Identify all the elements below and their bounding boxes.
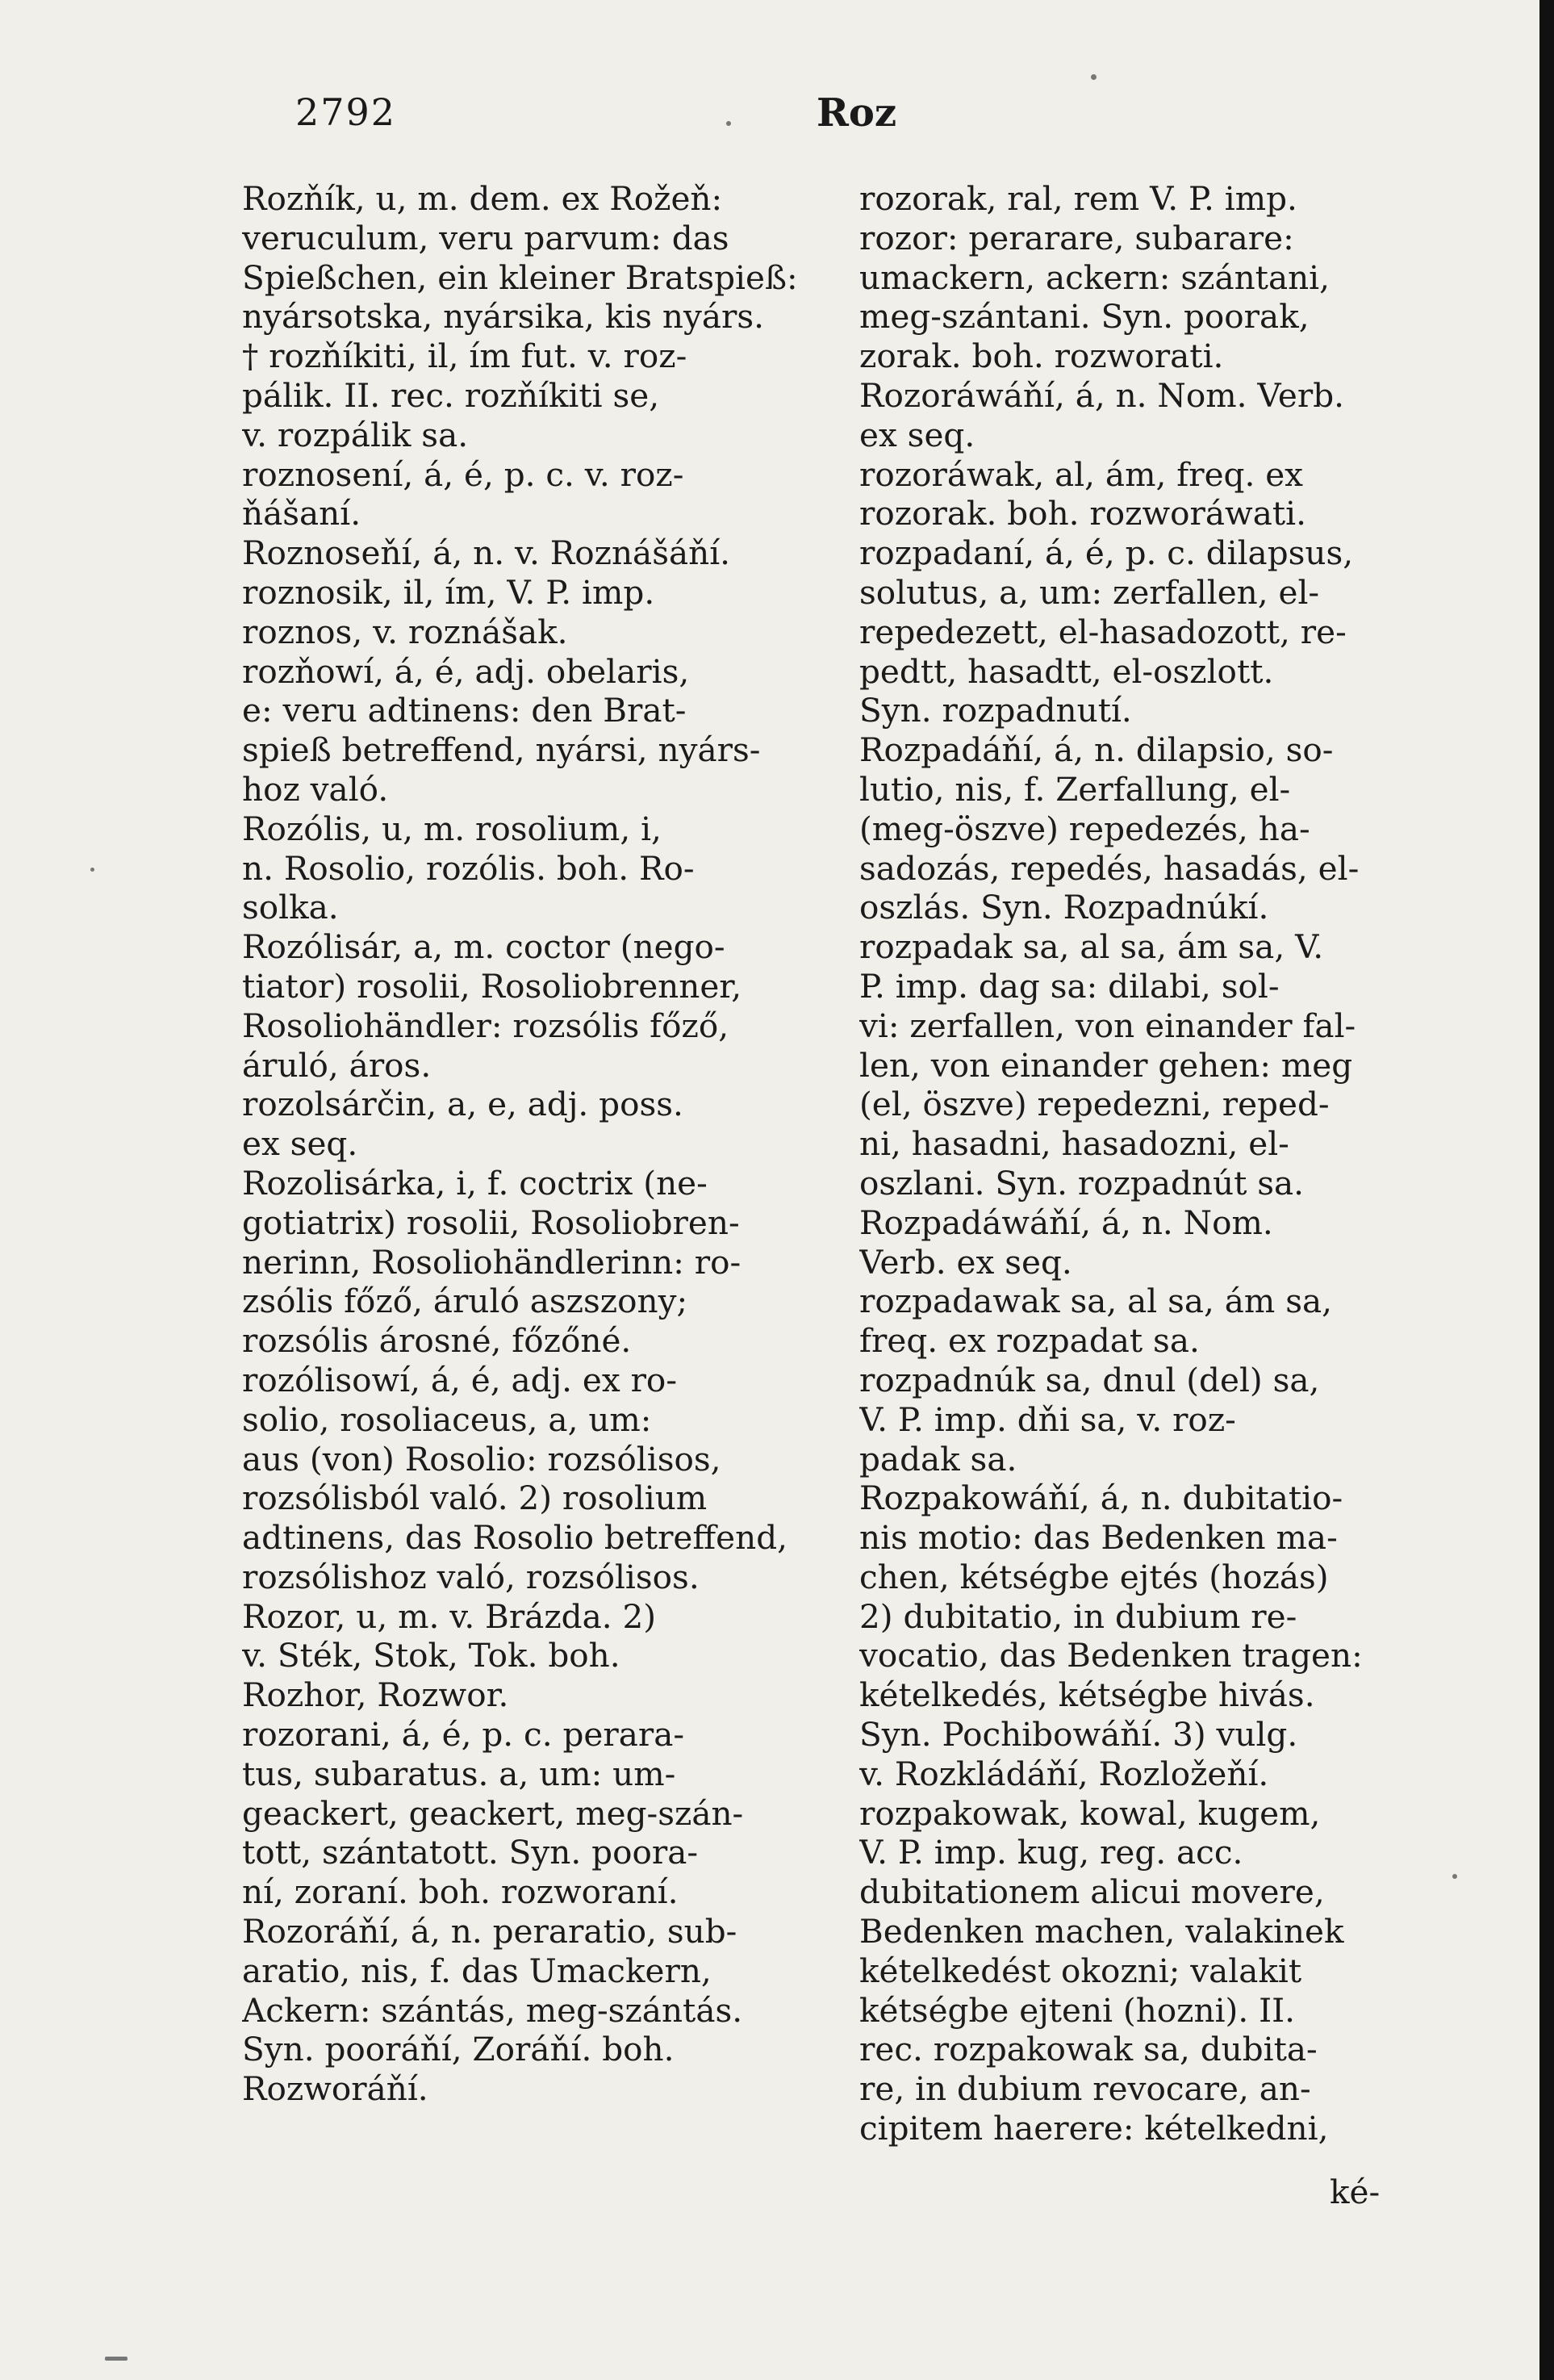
entry-line: Rozólis, u, m. rosolium, i, [242, 809, 662, 848]
entry-line: vi: zerfallen, von einander fal- [859, 1006, 1356, 1045]
entry-line: len, von einander gehen: meg [859, 1045, 1353, 1085]
entry-line: Bedenken machen, valakinek [859, 1912, 1344, 1951]
paper-speck [90, 868, 94, 872]
entry-line: Rozoráwáňí, á, n. Nom. Verb. [859, 375, 1345, 415]
entry-line: nis motio: das Bedenken ma- [859, 1518, 1338, 1558]
entry-line: lutio, nis, f. Zerfallung, el- [859, 769, 1291, 809]
entry-line: sadozás, repedés, hasadás, el- [859, 848, 1360, 888]
entry-line: rozsólishoz való, rozsólisos. [242, 1557, 700, 1596]
entry-line: zsólis főző, áruló aszszony; [242, 1282, 688, 1321]
entry-line: Ackern: szántás, meg-szántás. [242, 1990, 743, 2030]
entry-line: rozpadak sa, al sa, ám sa, V. [859, 927, 1324, 967]
entry-line: Rozolisárka, i, f. coctrix (ne- [242, 1163, 708, 1203]
paper-speck [105, 2357, 127, 2361]
entry-line: tiator) rosolii, Rosoliobrenner, [242, 966, 742, 1006]
entry-line: Rozpadáwáňí, á, n. Nom. [859, 1203, 1273, 1242]
catchword: ké- [1330, 2173, 1381, 2211]
entry-line: rozsólis árosné, főzőné. [242, 1321, 632, 1361]
entry-line: v. Sték, Stok, Tok. boh. [242, 1636, 620, 1675]
entry-line: V. P. imp. dňi sa, v. roz- [859, 1399, 1236, 1439]
entry-line: Roznoseňí, á, n. v. Roznášáňí. [242, 533, 731, 573]
entry-line: Rozworáňí. [242, 2069, 428, 2109]
entry-line: v. rozpálik sa. [242, 415, 469, 454]
entry-line: tott, szántatott. Syn. poora- [242, 1833, 699, 1872]
entry-line: gotiatrix) rosolii, Rosoliobren- [242, 1203, 740, 1242]
entry-line: pedtt, hasadtt, el-oszlott. [859, 651, 1274, 691]
entry-line: rozor: perarare, subarare: [859, 218, 1294, 257]
entry-line: Rozpadáňí, á, n. dilapsio, so- [859, 730, 1334, 770]
entry-line: ex seq. [859, 415, 975, 454]
entry-line: Rozor, u, m. v. Brázda. 2) [242, 1596, 657, 1636]
entry-line: solio, rosoliaceus, a, um: [242, 1399, 652, 1439]
entry-line: roznosení, á, é, p. c. v. roz- [242, 454, 684, 494]
entry-line: (meg-öszve) repedezés, ha- [859, 809, 1310, 848]
entry-line: rozpakowak, kowal, kugem, [859, 1793, 1321, 1833]
entry-line: re, in dubium revocare, an- [859, 2069, 1311, 2109]
entry-line: Verb. ex seq. [859, 1242, 1072, 1282]
paper-speck [726, 121, 731, 126]
entry-line: Rozhor, Rozwor. [242, 1675, 509, 1715]
entry-line: Rozoráňí, á, n. peraratio, sub- [242, 1912, 737, 1951]
entry-line: v. Rozkládáňí, Rozložeňí. [859, 1754, 1269, 1793]
page-number: 2792 [295, 90, 397, 134]
entry-line: rozoráwak, al, ám, freq. ex [859, 454, 1304, 494]
entry-line: rozpadaní, á, é, p. c. dilapsus, [859, 533, 1354, 573]
entry-line: zorak. boh. rozworati. [859, 337, 1224, 376]
entry-line: kételkedés, kétségbe hivás. [859, 1675, 1315, 1715]
entry-line: Spießchen, ein kleiner Bratspieß: [242, 257, 798, 297]
entry-line: Rosoliohändler: rozsólis főző, [242, 1006, 729, 1045]
right-column [859, 179, 1444, 2148]
entry-line: tus, subaratus. a, um: um- [242, 1754, 676, 1793]
entry-line: ni, hasadni, hasadozni, el- [859, 1124, 1289, 1164]
entry-line: repedezett, el-hasadozott, re- [859, 612, 1347, 651]
entry-line: meg-szántani. Syn. poorak, [859, 297, 1310, 337]
entry-line: e: veru adtinens: den Brat- [242, 691, 687, 730]
entry-line: pálik. II. rec. rozňíkiti se, [242, 375, 660, 415]
entry-line: aus (von) Rosolio: rozsólisos, [242, 1439, 721, 1479]
entry-line: roznos, v. roznášak. [242, 612, 568, 651]
entry-line: rozpadnúk sa, dnul (del) sa, [859, 1360, 1320, 1399]
entry-line: Rozňík, u, m. dem. ex Rožeň: [242, 179, 723, 218]
entry-line: solutus, a, um: zerfallen, el- [859, 572, 1320, 612]
paper-speck [1452, 1874, 1457, 1879]
entry-line: kétségbe ejteni (hozni). II. [859, 1990, 1295, 2030]
entry-line: rozólisowí, á, é, adj. ex ro- [242, 1360, 677, 1399]
entry-line: V. P. imp. kug, reg. acc. [859, 1833, 1243, 1872]
entry-line: Syn. rozpadnutí. [859, 691, 1132, 730]
entry-line: n. Rosolio, rozólis. boh. Ro- [242, 848, 695, 888]
entry-line: ní, zoraní. boh. rozworaní. [242, 1872, 679, 1912]
entry-line: nyársotska, nyársika, kis nyárs. [242, 297, 765, 337]
entry-line: dubitationem alicui movere, [859, 1872, 1325, 1912]
entry-line: solka. [242, 888, 339, 927]
entry-line: P. imp. dag sa: dilabi, sol- [859, 966, 1280, 1006]
entry-line: áruló, áros. [242, 1045, 432, 1085]
entry-line: geackert, geackert, meg-szán- [242, 1793, 744, 1833]
entry-line: rozorak. boh. rozworáwati. [859, 494, 1306, 533]
paper-speck [1091, 74, 1097, 80]
entry-line: oszlás. Syn. Rozpadnúkí. [859, 888, 1269, 927]
entry-line: Syn. pooráňí, Zoráňí. boh. [242, 2030, 675, 2069]
entry-line: hoz való. [242, 769, 389, 809]
entry-line: padak sa. [859, 1439, 1017, 1479]
entry-line: rozsólisból való. 2) rosolium [242, 1479, 708, 1518]
entry-line: aratio, nis, f. das Umackern, [242, 1951, 712, 1990]
entry-line: 2) dubitatio, in dubium re- [859, 1596, 1297, 1636]
entry-line: adtinens, das Rosolio betreffend, [242, 1518, 788, 1558]
entry-line: † rozňíkiti, il, ím fut. v. roz- [242, 337, 687, 376]
entry-line: vocatio, das Bedenken tragen: [859, 1636, 1363, 1675]
entry-line: veruculum, veru parvum: das [242, 218, 729, 257]
entry-line: ex seq. [242, 1124, 358, 1164]
entry-line: cipitem haerere: kételkedni, [859, 2109, 1329, 2148]
entry-line: Syn. Pochibowáňí. 3) vulg. [859, 1715, 1298, 1755]
entry-line: oszlani. Syn. rozpadnút sa. [859, 1163, 1305, 1203]
entry-line: nerinn, Rosoliohändlerinn: ro- [242, 1242, 741, 1282]
entry-line: Rozpakowáňí, á, n. dubitatio- [859, 1479, 1343, 1518]
entry-line: spieß betreffend, nyársi, nyárs- [242, 730, 761, 770]
entry-line: rozorani, á, é, p. c. perara- [242, 1715, 685, 1755]
entry-line: rec. rozpakowak sa, dubita- [859, 2030, 1318, 2069]
entry-line: kételkedést okozni; valakit [859, 1951, 1302, 1990]
entry-line: rozpadawak sa, al sa, ám sa, [859, 1282, 1333, 1321]
running-head: Roz [817, 90, 897, 136]
left-column [242, 179, 839, 2109]
entry-line: rozňowí, á, é, adj. obelaris, [242, 651, 690, 691]
entry-line: freq. ex rozpadat sa. [859, 1321, 1200, 1361]
entry-line: roznosik, il, ím, V. P. imp. [242, 572, 655, 612]
entry-line: chen, kétségbe ejtés (hozás) [859, 1557, 1329, 1596]
entry-line: umackern, ackern: szántani, [859, 257, 1330, 297]
entry-line: (el, öszve) repedezni, reped- [859, 1085, 1330, 1124]
entry-line: Rozólisár, a, m. coctor (nego- [242, 927, 725, 967]
entry-line: rozolsárčin, a, e, adj. poss. [242, 1085, 683, 1124]
entry-line: ňášaní. [242, 494, 361, 533]
entry-line: rozorak, ral, rem V. P. imp. [859, 179, 1297, 218]
page-edge [1539, 0, 1554, 2380]
